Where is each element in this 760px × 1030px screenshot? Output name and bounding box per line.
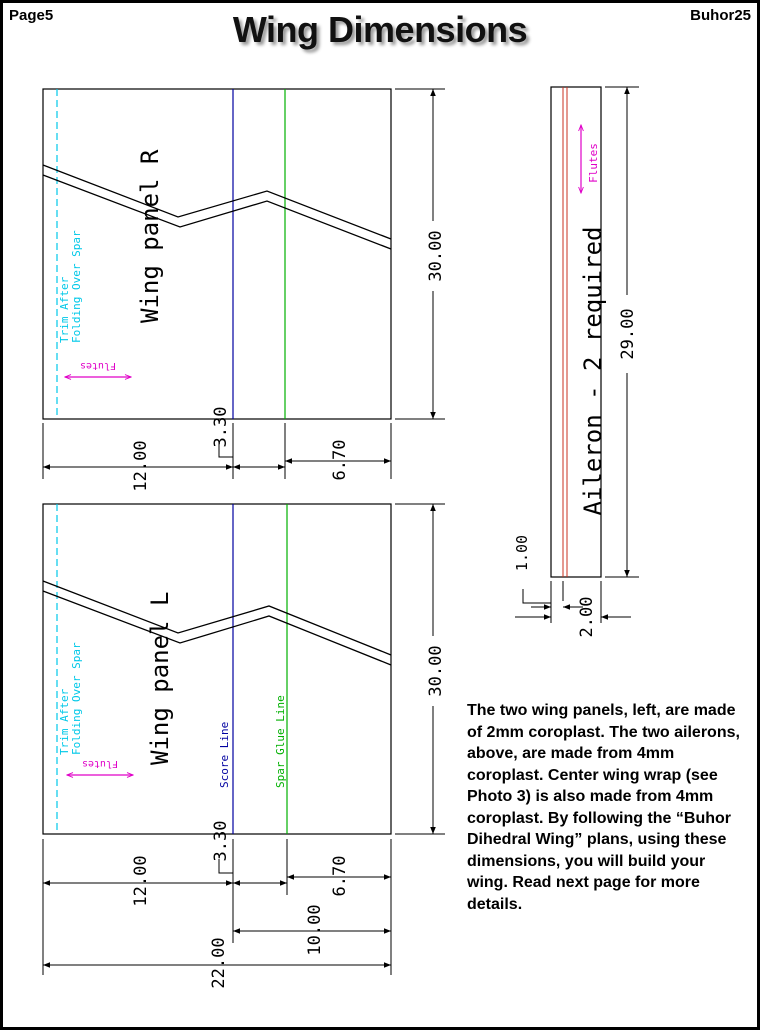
dim-total-label: 22.00 [209, 937, 229, 989]
dim-left-label: 12.00 [131, 855, 151, 907]
width-dimension [515, 581, 631, 623]
page-number: Page5 [9, 7, 54, 24]
flutes-label: Flutes [81, 758, 119, 769]
width-dim-label: 2.00 [577, 596, 597, 638]
dim-left-label: 12.00 [131, 440, 151, 492]
panel-name-label: Wing panel L [146, 591, 174, 765]
panel-name-label: Wing panel R [136, 149, 164, 323]
height-dim-label: 30.00 [426, 230, 446, 282]
length-dim-label: 29.00 [618, 308, 638, 360]
panel-outline [43, 504, 391, 834]
flutes-arrow [65, 360, 131, 377]
spar-glue-line-label: Spar Glue Line [274, 695, 287, 788]
brand-label: Buhor25 [690, 7, 751, 24]
flutes-arrow [67, 758, 133, 775]
wing-fold-line [43, 581, 391, 665]
aileron-label: Aileron - 2 required [579, 226, 607, 516]
wing-panel-r [43, 89, 446, 492]
height-dim-label: 30.00 [426, 645, 446, 697]
trim-label-line-2: Folding Over Spar [70, 642, 83, 755]
flutes-label: Flutes [587, 143, 600, 183]
trim-label-line-1: Trim After [58, 276, 71, 343]
offset-dim-label: 1.00 [513, 534, 531, 572]
wing-fold-line [43, 165, 391, 249]
trim-label-line-1: Trim After [58, 688, 71, 755]
score-line-label: Score Line [218, 721, 231, 788]
dim-right-label: 6.70 [330, 855, 350, 897]
trim-label-line-2: Folding Over Spar [70, 230, 83, 343]
flutes-label: Flutes [79, 360, 117, 371]
dim-spar-to-edge-label: 10.00 [305, 904, 325, 956]
page-title: Wing Dimensions [232, 9, 528, 50]
flutes-arrow [581, 125, 600, 193]
aileron [513, 87, 639, 637]
description-text: The two wing panels, left, are made of 2mm coroplast. The two ailerons, above, are made from 4mm coroplast. Center wing wrap (see Photo 3) is also made from 4mm coroplast. By following the “Buhor Dihedral Wing” plans, using these dimensions, you will build your wing. Read next page for more details. [467, 702, 740, 913]
dim-middle-label: 3.30 [211, 406, 231, 448]
dim-right-label: 6.70 [330, 439, 350, 481]
wing-panel-l [43, 504, 446, 989]
dim-middle-label: 3.30 [211, 820, 231, 862]
